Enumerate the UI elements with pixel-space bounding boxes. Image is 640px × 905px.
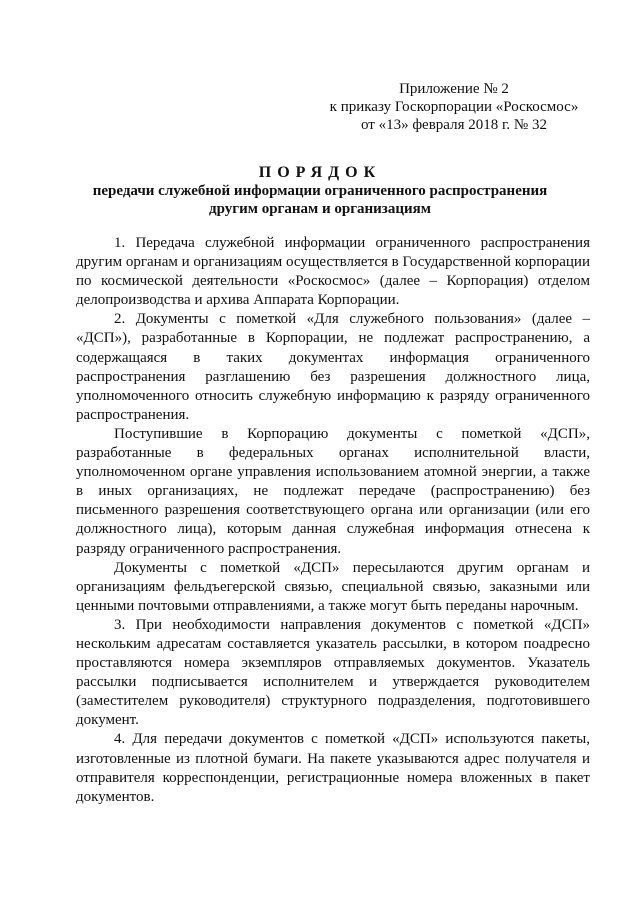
paragraph-3: Поступившие в Корпорацию документы с пометкой «ДСП», разработанные в федеральных органах исполнительной власти, уполномоченном органе управления использованием атомной энергии, а также в иных организациях, не подлежат передаче (распространению) без письменного разрешения соответствующего органа или организации (или его должностного лица), которым данная служебная информация отнесена к разряду ограниченного распространения.	[76, 425, 590, 557]
subtitle-line-1: передачи служебной информации ограниченного распространения	[92, 183, 548, 199]
document-subtitle	[60, 182, 580, 218]
paragraph-4: Документы с пометкой «ДСП» пересылаются другим органам и организациям фельдъегерской связью, специальной связью, заказными или ценными почтовыми отправлениями, а также могут быть переданы нарочным.	[76, 559, 590, 614]
subtitle-line-2: другим органам и организациям	[209, 201, 431, 217]
appendix-header	[318, 80, 590, 134]
order-date: от «13» февраля 2018 г. № 32	[360, 117, 547, 133]
document-title: ПОРЯДОК	[258, 164, 382, 181]
paragraph-1: 1. Передача служебной информации ограниченного распространения другим органам и организациям осуществляется в Государственной корпорации по космической деятельности «Роскосмос» (далее – Корпорация) отделом делопроизводства и архива Аппарата Корпорации.	[76, 235, 590, 309]
appendix-number: Приложение № 2	[399, 81, 509, 97]
paragraph-5: 3. При необходимости направления документов с пометкой «ДСП» нескольким адресатам составляется указатель рассылки, в котором поадресно проставляются номера экземпляров отправляемых документов. Указатель рассылки подписывается исполнителем и утверждается руководителем (заместителем руководителя) структурного подразделения, подготовившего документ.	[76, 616, 590, 729]
paragraph-2: 2. Документы с пометкой «Для служебного пользования» (далее – «ДСП»), разработанные в Корпорации, не подлежат распространению, а содержащаяся в таких документах информация ограниченного распространения разглашению без разрешения должностного лица, уполномоченного относить служебную информацию к разряду ограниченного распространения.	[76, 311, 590, 423]
paragraph-6: 4. Для передачи документов с пометкой «ДСП» используются пакеты, изготовленные из плотной бумаги. На пакете указываются адрес получателя и отправителя корреспонденции, регистрационные номера вложенных в пакет документов.	[76, 731, 590, 805]
document-body	[76, 234, 590, 807]
order-reference: к приказу Госкорпорации «Роскосмос»	[329, 99, 579, 115]
